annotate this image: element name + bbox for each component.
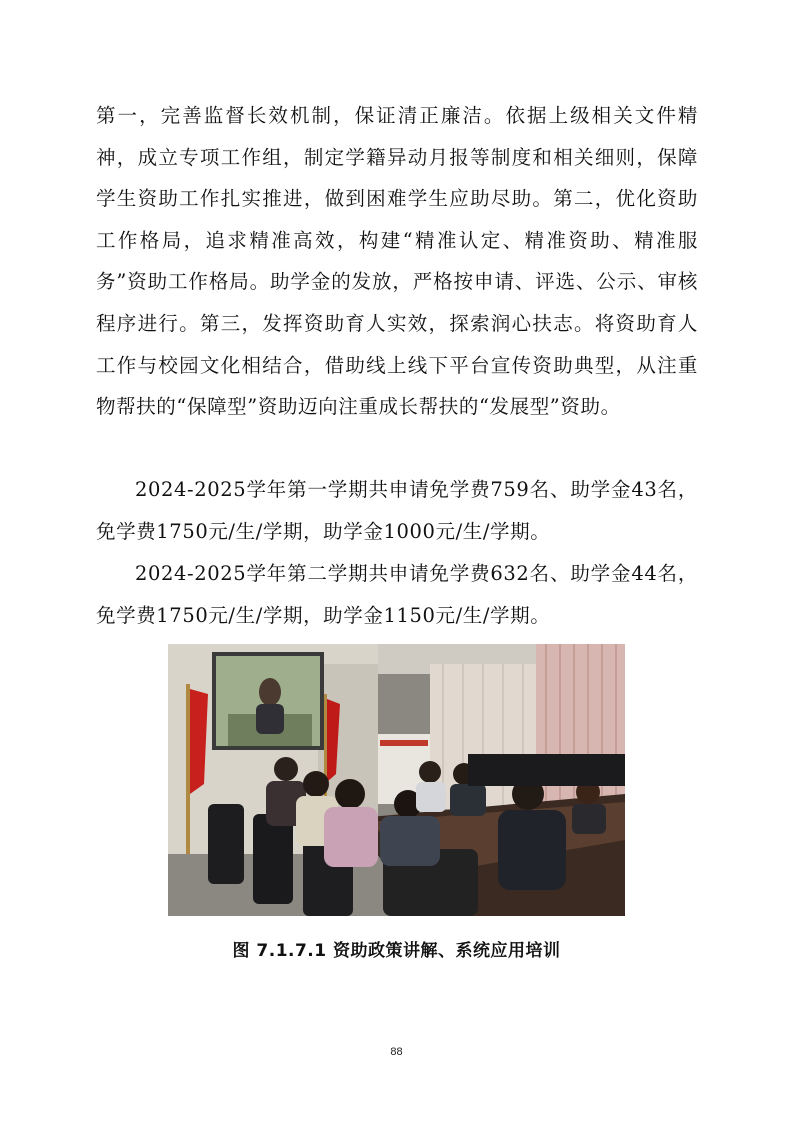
- figure-caption: 图 7.1.7.1 资助政策讲解、系统应用培训: [232, 941, 561, 961]
- page-number: 88: [390, 1046, 403, 1058]
- body-paragraph-1: 第一，完善监督长效机制，保证清正廉洁。依据上级相关文件精神，成立专项工作组，制定学籍异动月报等制度和相关细则，保障学生资助工作扎实推进，做到困难学生应助尽助。第二，优化资助工作格局，追求精准高效，构建“精准认定、精准资助、精准服务”资助工作格局。助学金的发放，严格按申请、评选、公示、审核程序进行。第三，发挥资助育人实效，探索润心扶志。将资助育人工作与校园文化相结合，借助线上线下平台宣传资助典型，从注重物帮扶的“保障型”资助迈向注重成长帮扶的“发展型”资助。: [96, 104, 698, 419]
- meeting-photo: [168, 644, 625, 916]
- body-paragraph-2: 2024-2025学年第一学期共申请免学费759名、助学金43名，免学费1750元/生/学期，助学金1000元/生/学期。: [96, 478, 698, 543]
- body-paragraph-3: 2024-2025学年第二学期共申请免学费632名、助学金44名，免学费1750元/生/学期，助学金1150元/生/学期。: [96, 562, 698, 627]
